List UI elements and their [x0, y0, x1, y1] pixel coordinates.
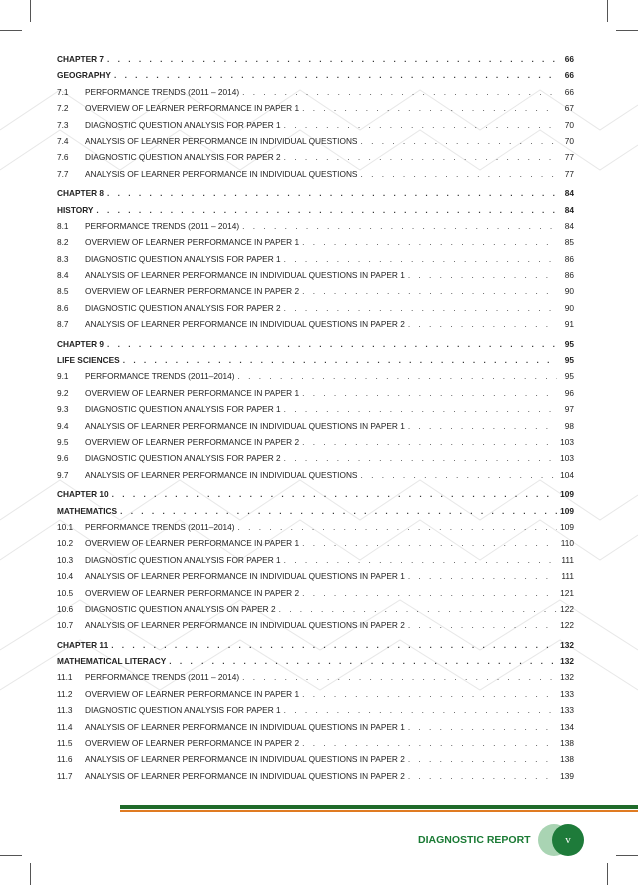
dot-leader [120, 506, 557, 516]
toc-entry-number: 9.5 [57, 436, 69, 447]
toc-entry-row[interactable] [57, 672, 574, 688]
toc-entry-row[interactable] [57, 722, 574, 738]
toc-section [57, 188, 574, 336]
toc-page-number: 90 [564, 286, 574, 297]
toc-page-number: 109 [560, 489, 574, 500]
dot-leader [408, 722, 557, 732]
footer-rule-orange [120, 810, 638, 812]
toc-entry-row[interactable] [57, 169, 574, 185]
toc-section [57, 54, 574, 185]
toc-page-number: 86 [564, 253, 574, 264]
toc-entry-number: 8.7 [57, 319, 69, 330]
toc-entry-row[interactable] [57, 538, 574, 554]
toc-page-number: 77 [564, 168, 574, 179]
dot-leader [284, 404, 557, 414]
toc-entry-title: OVERVIEW OF LEARNER PERFORMANCE IN PAPER 1 [85, 688, 300, 699]
toc-page-number: 138 [560, 738, 574, 749]
toc-entry-number: 7.4 [57, 135, 69, 146]
toc-page-number: 139 [560, 770, 574, 781]
dot-leader [408, 270, 557, 280]
toc-page-number: 84 [564, 188, 574, 199]
dot-leader [360, 470, 557, 480]
crop-mark [30, 863, 31, 885]
page-number-badge [538, 824, 584, 856]
toc-page-number: 66 [564, 54, 574, 64]
toc-page-number: 111 [561, 571, 574, 582]
toc-heading-row[interactable] [57, 506, 574, 522]
toc-page-number: 96 [564, 387, 574, 398]
toc-entry-number: 7.6 [57, 152, 69, 163]
toc-page-number: 98 [564, 420, 574, 431]
toc-heading-title: CHAPTER 7 [57, 54, 105, 64]
dot-leader [238, 371, 557, 381]
toc-page-number: 95 [564, 371, 574, 382]
dot-leader [408, 319, 557, 329]
dot-leader [302, 103, 557, 113]
dot-leader [114, 70, 557, 80]
dot-leader [302, 538, 557, 548]
toc-page-number: 132 [560, 639, 574, 650]
toc-heading-row[interactable] [57, 70, 574, 86]
toc-entry-row[interactable] [57, 303, 574, 319]
toc-entry-number: 8.2 [57, 237, 69, 248]
toc-entry-number: 11.5 [57, 738, 73, 749]
toc-entry-number: 11.7 [57, 770, 73, 781]
toc-entry-row[interactable] [57, 620, 574, 636]
toc-entry-title: PERFORMANCE TRENDS (2011 – 2014) [85, 672, 240, 683]
toc-entry-row[interactable] [57, 120, 574, 136]
toc-entry-title: DIAGNOSTIC QUESTION ANALYSIS ON PAPER 2 [85, 603, 276, 614]
toc-entry-number: 8.5 [57, 286, 69, 297]
toc-entry-row[interactable] [57, 136, 574, 152]
toc-entry-title: ANALYSIS OF LEARNER PERFORMANCE IN INDIVIDUAL QUESTIONS [85, 135, 358, 146]
toc-entry-number: 9.6 [57, 453, 69, 464]
toc-entry-number: 9.2 [57, 387, 69, 398]
toc-entry-row[interactable] [57, 470, 574, 486]
dot-leader [302, 286, 557, 296]
dot-leader [302, 588, 557, 598]
toc-entry-number: 10.3 [57, 554, 74, 565]
dot-leader [242, 221, 557, 231]
dot-leader [284, 120, 557, 130]
dot-leader [302, 689, 557, 699]
toc-entry-title: OVERVIEW OF LEARNER PERFORMANCE IN PAPER 2 [85, 738, 300, 749]
toc-entry-title: OVERVIEW OF LEARNER PERFORMANCE IN PAPER 2 [85, 436, 300, 447]
toc-entry-number: 11.3 [57, 705, 73, 716]
dot-leader [302, 237, 557, 247]
dot-leader [279, 604, 557, 614]
toc-page-number: 97 [564, 404, 574, 415]
toc-page-number: 90 [564, 302, 574, 313]
toc-page-number: 104 [560, 469, 574, 480]
page-number: v [552, 824, 584, 856]
dot-leader [107, 339, 557, 349]
toc-page-number: 95 [564, 355, 574, 366]
toc-heading-title: CHAPTER 11 [57, 639, 109, 650]
toc-entry-number: 8.3 [57, 253, 69, 264]
dot-leader [408, 421, 557, 431]
toc-entry-title: ANALYSIS OF LEARNER PERFORMANCE IN INDIVIDUAL QUESTIONS [85, 168, 358, 179]
dot-leader [96, 205, 557, 215]
crop-mark [607, 0, 608, 22]
toc-entry-number: 11.6 [57, 754, 73, 765]
toc-heading-title: CHAPTER 10 [57, 489, 109, 500]
toc-entry-title: ANALYSIS OF LEARNER PERFORMANCE IN INDIVIDUAL QUESTIONS IN PAPER 2 [85, 620, 405, 631]
dot-leader [360, 136, 557, 146]
dot-leader [408, 771, 557, 781]
crop-mark [0, 855, 22, 856]
toc-heading-title: HISTORY [57, 204, 94, 215]
toc-entry-row[interactable] [57, 522, 574, 538]
toc-heading-title: MATHEMATICS [57, 505, 118, 516]
toc-page-number: 66 [564, 86, 574, 97]
toc-entry-title: ANALYSIS OF LEARNER PERFORMANCE IN INDIVIDUAL QUESTIONS IN PAPER 1 [85, 571, 405, 582]
toc-page-number: 132 [560, 656, 574, 667]
dot-leader [242, 672, 557, 682]
toc-entry-title: ANALYSIS OF LEARNER PERFORMANCE IN INDIVIDUAL QUESTIONS [85, 469, 358, 480]
toc-entry-row[interactable] [57, 87, 574, 103]
toc-section [57, 640, 574, 788]
toc-entry-row[interactable] [57, 771, 574, 787]
toc-entry-number: 8.4 [57, 270, 69, 281]
toc-page-number: 70 [564, 119, 574, 130]
toc-heading-row[interactable] [57, 656, 574, 672]
toc-entry-number: 7.1 [57, 86, 69, 97]
toc-page-number: 84 [564, 220, 574, 231]
dot-leader [284, 705, 557, 715]
toc-entry-title: OVERVIEW OF LEARNER PERFORMANCE IN PAPER 2 [85, 286, 300, 297]
toc-entry-number: 9.3 [57, 404, 69, 415]
toc-entry-title: OVERVIEW OF LEARNER PERFORMANCE IN PAPER 1 [85, 103, 300, 114]
toc-entry-row[interactable] [57, 689, 574, 705]
dot-leader [408, 620, 557, 630]
toc-entry-title: DIAGNOSTIC QUESTION ANALYSIS FOR PAPER 2 [85, 453, 281, 464]
toc-entry-number: 11.1 [57, 672, 73, 683]
table-of-contents [57, 54, 574, 790]
toc-entry-title: ANALYSIS OF LEARNER PERFORMANCE IN INDIVIDUAL QUESTIONS IN PAPER 1 [85, 270, 405, 281]
toc-entry-title: OVERVIEW OF LEARNER PERFORMANCE IN PAPER 1 [85, 237, 300, 248]
dot-leader [242, 87, 557, 97]
toc-page-number: 70 [564, 135, 574, 146]
toc-entry-number: 7.2 [57, 103, 69, 114]
dot-leader [302, 388, 557, 398]
toc-entry-title: DIAGNOSTIC QUESTION ANALYSIS FOR PAPER 1 [85, 253, 281, 264]
toc-entry-number: 9.4 [57, 420, 69, 431]
toc-page-number: 121 [560, 587, 574, 598]
toc-entry-title: DIAGNOSTIC QUESTION ANALYSIS FOR PAPER 2 [85, 302, 281, 313]
toc-entry-number: 10.7 [57, 620, 74, 631]
toc-entry-title: ANALYSIS OF LEARNER PERFORMANCE IN INDIVIDUAL QUESTIONS IN PAPER 1 [85, 420, 405, 431]
toc-entry-title: PERFORMANCE TRENDS (2011 – 2014) [85, 86, 240, 97]
dot-leader [238, 522, 557, 532]
toc-page-number: 85 [564, 237, 574, 248]
toc-entry-title: ANALYSIS OF LEARNER PERFORMANCE IN INDIVIDUAL QUESTIONS IN PAPER 2 [85, 754, 405, 765]
toc-entry-row[interactable] [57, 437, 574, 453]
toc-entry-number: 11.4 [57, 721, 73, 732]
footer-rule-green [120, 805, 638, 809]
toc-page-number: 138 [560, 754, 574, 765]
toc-page-number: 133 [560, 705, 574, 716]
dot-leader [408, 754, 557, 764]
dot-leader [107, 188, 557, 198]
dot-leader [302, 738, 557, 748]
toc-entry-title: DIAGNOSTIC QUESTION ANALYSIS FOR PAPER 1 [85, 705, 281, 716]
dot-leader [284, 152, 557, 162]
crop-mark [607, 863, 608, 885]
toc-heading-title: MATHEMATICAL LITERACY [57, 656, 167, 667]
toc-entry-row[interactable] [57, 754, 574, 770]
toc-heading-row[interactable] [57, 205, 574, 221]
toc-entry-title: PERFORMANCE TRENDS (2011–2014) [85, 521, 235, 532]
toc-entry-title: ANALYSIS OF LEARNER PERFORMANCE IN INDIVIDUAL QUESTIONS IN PAPER 2 [85, 319, 405, 330]
toc-page-number: 67 [564, 103, 574, 114]
toc-entry-row[interactable] [57, 152, 574, 168]
toc-heading-row[interactable] [57, 188, 574, 204]
toc-entry-title: DIAGNOSTIC QUESTION ANALYSIS FOR PAPER 2 [85, 152, 281, 163]
toc-entry-title: PERFORMANCE TRENDS (2011–2014) [85, 371, 235, 382]
crop-mark [616, 30, 638, 31]
toc-heading-title: CHAPTER 9 [57, 338, 105, 349]
toc-heading-row[interactable] [57, 489, 574, 505]
dot-leader [111, 640, 557, 650]
toc-page-number: 86 [564, 270, 574, 281]
toc-entry-number: 9.1 [57, 371, 69, 382]
toc-entry-number: 8.6 [57, 302, 69, 313]
toc-entry-title: OVERVIEW OF LEARNER PERFORMANCE IN PAPER 2 [85, 587, 300, 598]
toc-entry-number: 10.6 [57, 603, 74, 614]
toc-entry-row[interactable] [57, 705, 574, 721]
dot-leader [284, 555, 557, 565]
toc-entry-row[interactable] [57, 254, 574, 270]
toc-entry-row[interactable] [57, 421, 574, 437]
toc-heading-title: LIFE SCIENCES [57, 355, 120, 366]
toc-entry-title: DIAGNOSTIC QUESTION ANALYSIS FOR PAPER 1 [85, 119, 281, 130]
toc-entry-row[interactable] [57, 286, 574, 302]
toc-page-number: 77 [564, 152, 574, 163]
toc-entry-row[interactable] [57, 371, 574, 387]
dot-leader [123, 355, 557, 365]
toc-page-number: 103 [560, 436, 574, 447]
toc-entry-row[interactable] [57, 555, 574, 571]
toc-entry-title: PERFORMANCE TRENDS (2011 – 2014) [85, 220, 240, 231]
dot-leader [360, 169, 557, 179]
toc-entry-row[interactable] [57, 571, 574, 587]
toc-page-number: 122 [560, 603, 574, 614]
toc-entry-title: OVERVIEW OF LEARNER PERFORMANCE IN PAPER 1 [85, 538, 300, 549]
toc-entry-row[interactable] [57, 103, 574, 119]
toc-entry-title: DIAGNOSTIC QUESTION ANALYSIS FOR PAPER 1 [85, 404, 281, 415]
toc-entry-number: 10.2 [57, 538, 74, 549]
toc-entry-title: ANALYSIS OF LEARNER PERFORMANCE IN INDIVIDUAL QUESTIONS IN PAPER 2 [85, 770, 405, 781]
footer-title: DIAGNOSTIC REPORT [418, 834, 531, 846]
toc-section [57, 339, 574, 487]
toc-heading-row[interactable] [57, 339, 574, 355]
toc-page-number: 66 [564, 70, 574, 81]
toc-entry-number: 7.7 [57, 168, 69, 179]
toc-entry-number: 8.1 [57, 220, 69, 231]
toc-entry-number: 9.7 [57, 469, 69, 480]
toc-heading-row[interactable] [57, 54, 574, 70]
toc-heading-title: GEOGRAPHY [57, 70, 111, 81]
toc-page-number: 132 [560, 672, 574, 683]
toc-page-number: 84 [564, 204, 574, 215]
toc-entry-row[interactable] [57, 404, 574, 420]
toc-entry-row[interactable] [57, 237, 574, 253]
toc-entry-number: 11.2 [57, 688, 73, 699]
toc-entry-row[interactable] [57, 604, 574, 620]
toc-entry-title: DIAGNOSTIC QUESTION ANALYSIS FOR PAPER 1 [85, 554, 281, 565]
toc-entry-row[interactable] [57, 319, 574, 335]
toc-page-number: 133 [560, 688, 574, 699]
crop-mark [30, 0, 31, 22]
toc-entry-row[interactable] [57, 270, 574, 286]
toc-heading-title: CHAPTER 8 [57, 188, 105, 199]
dot-leader [284, 254, 557, 264]
toc-entry-title: OVERVIEW OF LEARNER PERFORMANCE IN PAPER 1 [85, 387, 300, 398]
toc-page-number: 91 [564, 319, 574, 330]
dot-leader [284, 453, 557, 463]
dot-leader [302, 437, 557, 447]
toc-entry-row[interactable] [57, 453, 574, 469]
dot-leader [112, 489, 557, 499]
dot-leader [408, 571, 557, 581]
dot-leader [107, 54, 557, 64]
toc-page-number: 110 [560, 538, 574, 549]
dot-leader [284, 303, 557, 313]
toc-entry-number: 10.4 [57, 571, 74, 582]
toc-entry-number: 10.1 [57, 521, 74, 532]
toc-entry-title: ANALYSIS OF LEARNER PERFORMANCE IN INDIVIDUAL QUESTIONS IN PAPER 1 [85, 721, 405, 732]
toc-entry-row[interactable] [57, 388, 574, 404]
toc-entry-row[interactable] [57, 588, 574, 604]
crop-mark [0, 30, 22, 31]
toc-page-number: 111 [561, 554, 574, 565]
dot-leader [169, 656, 557, 666]
toc-page-number: 109 [560, 505, 574, 516]
toc-page-number: 109 [560, 521, 574, 532]
crop-mark [616, 855, 638, 856]
toc-heading-row[interactable] [57, 355, 574, 371]
toc-section [57, 489, 574, 637]
toc-heading-row[interactable] [57, 640, 574, 656]
toc-page-number: 134 [560, 721, 574, 732]
toc-page-number: 122 [560, 620, 574, 631]
toc-entry-number: 7.3 [57, 119, 69, 130]
toc-page-number: 95 [564, 338, 574, 349]
toc-entry-row[interactable] [57, 738, 574, 754]
toc-entry-row[interactable] [57, 221, 574, 237]
toc-page-number: 103 [560, 453, 574, 464]
toc-entry-number: 10.5 [57, 587, 74, 598]
